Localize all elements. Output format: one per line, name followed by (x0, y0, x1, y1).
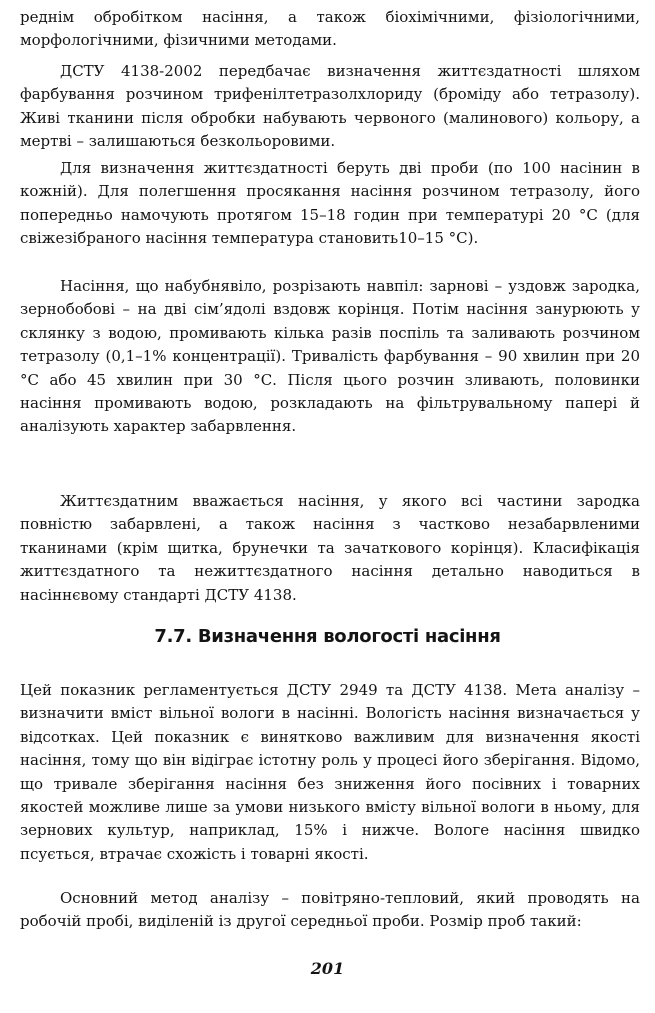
paragraph-main-method: Основний метод аналізу – повітряно-тепловий, який проводять на робочій пробі, виділеній із другої середньої проби. Розмір проб такий: (20, 889, 640, 931)
page-number: 201 (310, 959, 345, 978)
paragraph-sample-preparation: Для визначення життєздатності беруть дві проби (по 100 насінин в кожній). Для полегшення просякання насіння розчином тетразолу, його попередньо намочують протягом 15–18 годин при температурі 20 °С (для свіжезібраного насіння температура становить10–15 °С). (20, 159, 640, 248)
paragraph-moisture-definition: Цей показник регламентується ДСТУ 2949 та ДСТУ 4138. Мета аналізу – визначити вміст вільної вологи в насінні. Вологість насіння визначається у відсотках. Цей показник є винятково важливим для визначення якості насіння, тому що він відіграє істотну роль у процесі його зберігання. Відомо, що тривале зберігання насіння без зниження його посівних і товарних якостей можливе лише за умови низького вмісту вільної вологи в ньому, для зернових культур, наприклад, 15% і нижче. Вологе насіння швидко псується, втрачає схожість і товарні якості. (20, 681, 640, 863)
paragraph-continuation: реднім обробітком насіння, а також біохімічними, фізіологічними, морфологічними, фізичними методами. (20, 8, 640, 50)
section-heading: 7.7. Визначення вологості насіння (154, 626, 501, 647)
paragraph-tetrazolium-standard: ДСТУ 4138-2002 передбачає визначення життєздатності шляхом фарбування розчином трифенілтетразолхлориду (броміду або тетразолу). Живі тканини після обробки набувають червоного (малинового) кольору, а мертві – залишаються безкольоровими. (20, 62, 640, 151)
paragraph-staining-procedure: Насіння, що набубнявіло, розрізають навпіл: зарнові – уздовж зародка, зернобобові – на дві сім’ядолі вздовж корінця. Потім насіння занурюють у склянку з водою, промивають кілька разів поспіль та заливають розчином тетразолу (0,1–1% концентрації). Тривалість фарбування – 90 хвилин при 20 °С або 45 хвилин при 30 °С. Після цього розчин зливають, половинки насіння промивають водою, розкладають на фільтрувальному папері й аналізують характер забарвлення. (20, 277, 640, 436)
paragraph-viability-classification: Життєздатним вважається насіння, у якого всі частини зародка повністю забарвлені, а також насіння з частково незабарвленими тканинами (крім щитка, брунечки та зачаткового корінця). Класифікація життєздатного та нежиттєздатного насіння детально наводиться в насіннєвому стандарті ДСТУ 4138. (20, 492, 640, 604)
